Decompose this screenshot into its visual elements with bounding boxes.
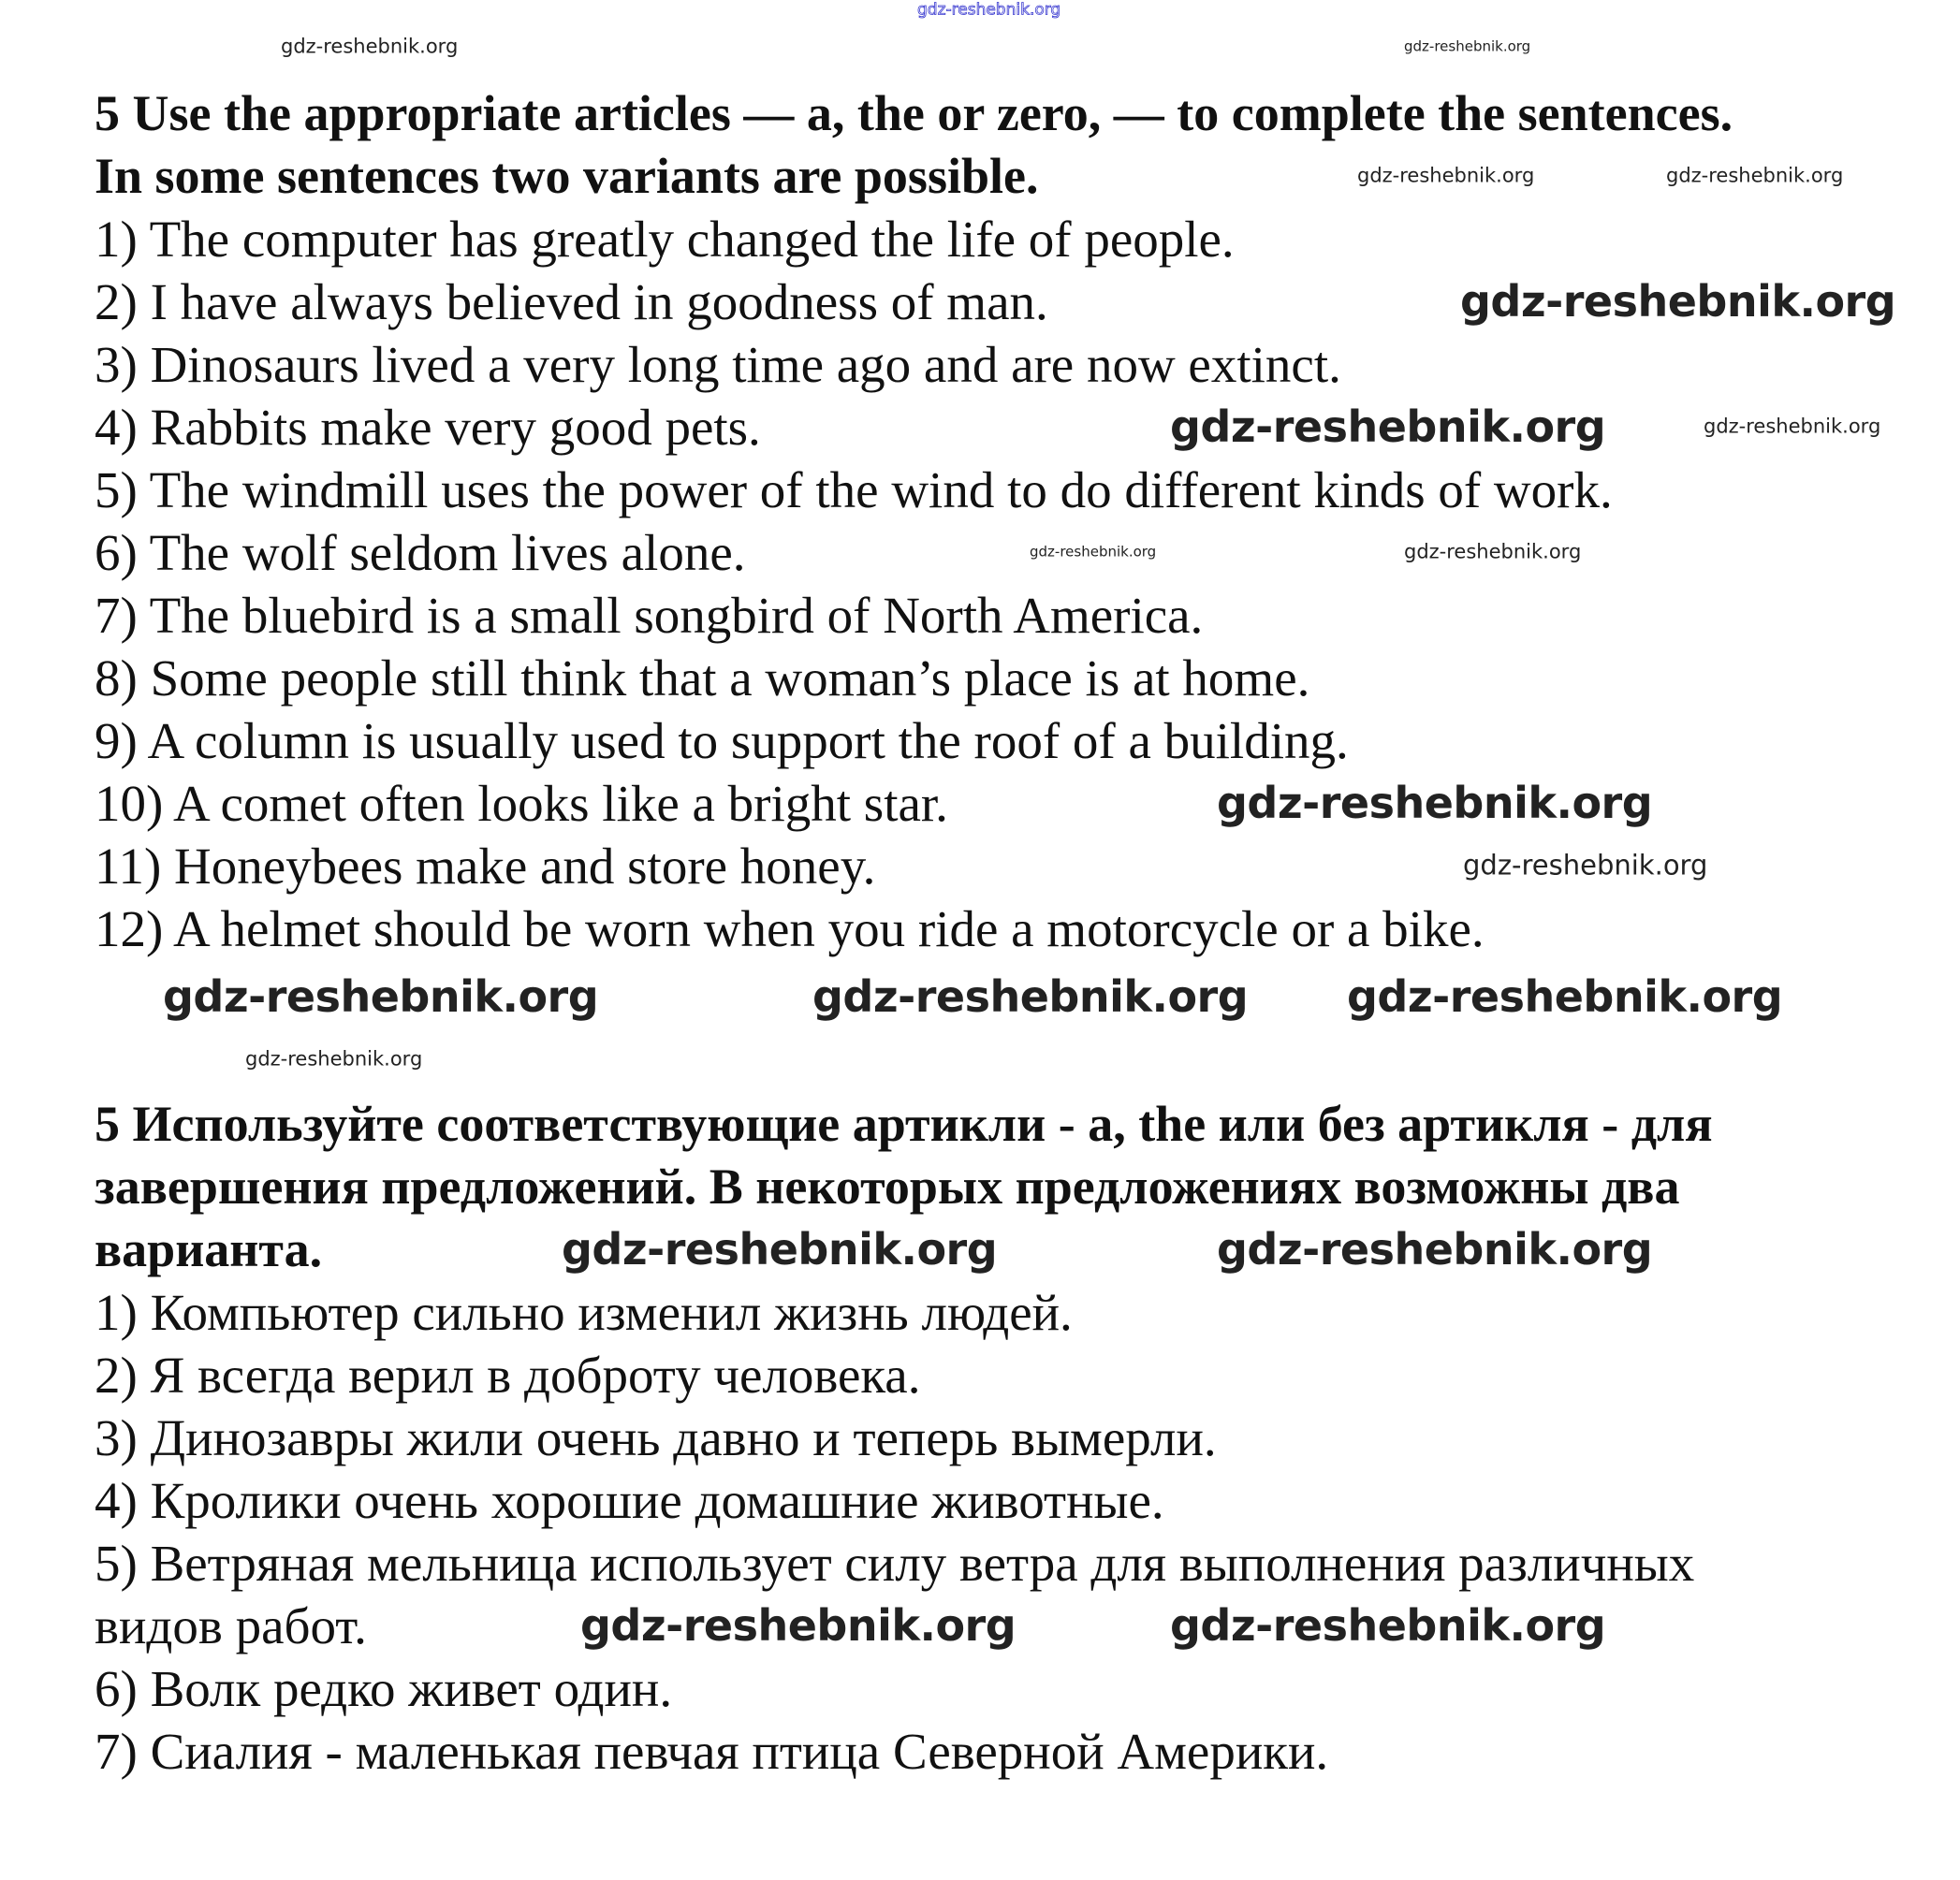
sentence: 10) A comet often looks like a bright star. <box>95 775 948 832</box>
sentence: 11) Honeybees make and store honey. <box>95 838 876 895</box>
sentence: 5) Ветряная мельница использует силу ветра для выполнения различных <box>95 1535 1695 1592</box>
sentence: 9) A column is usually used to support the roof of a building. <box>95 712 1349 769</box>
sentence: 8) Some people still think that a woman’s place is at home. <box>95 649 1310 707</box>
sentence: 4) Rabbits make very good pets. <box>95 399 761 456</box>
watermark: gdz-reshebnik.org <box>1666 164 1844 187</box>
watermark: gdz-reshebnik.org <box>1460 276 1896 327</box>
english-exercise <box>95 82 1929 960</box>
sentence: видов работ. <box>95 1597 367 1654</box>
sentence: 1) Компьютер сильно изменил жизнь людей. <box>95 1284 1073 1341</box>
watermark: gdz-reshebnik.org <box>1030 543 1157 561</box>
watermark: gdz-reshebnik.org <box>1463 849 1708 882</box>
sentence: 6) Волк редко живет один. <box>95 1660 673 1717</box>
sentence: 6) The wolf seldom lives alone. <box>95 524 746 581</box>
watermark: gdz-reshebnik.org <box>580 1600 1017 1651</box>
sentence: 7) Сиалия - маленькая певчая птица Северной Америки. <box>95 1723 1329 1780</box>
sentence: 3) Dinosaurs lived a very long time ago and are now extinct. <box>95 336 1341 393</box>
sentence: 2) I have always believed in goodness of man. <box>95 273 1048 330</box>
sentence: 7) The bluebird is a small songbird of North America. <box>95 587 1204 644</box>
watermark: gdz-reshebnik.org <box>1170 1600 1606 1651</box>
watermark: gdz-reshebnik.org <box>281 35 459 58</box>
watermark: gdz-reshebnik.org <box>245 1047 423 1071</box>
exercise-heading: 5 Use the appropriate articles — a, the or zero, — to complete the sentences. <box>95 85 1733 141</box>
watermark: gdz-reshebnik.org <box>1357 164 1535 187</box>
watermark: gdz-reshebnik.org <box>562 1224 998 1275</box>
sentence: 4) Кролики очень хорошие домашние животные. <box>95 1472 1164 1529</box>
watermark: gdz-reshebnik.org <box>1404 37 1531 55</box>
sentence: 1) The computer has greatly changed the life of people. <box>95 211 1235 268</box>
sentence: 5) The windmill uses the power of the wind to do different kinds of work. <box>95 461 1613 518</box>
russian-translation <box>95 1093 1929 1783</box>
watermark: gdz-reshebnik.org <box>812 971 1249 1022</box>
watermark: gdz-reshebnik.org <box>1217 778 1653 828</box>
translation-heading: 5 Используйте соответствующие артикли - a, the или без артикля - для <box>95 1096 1713 1152</box>
sentence: 3) Динозавры жили очень давно и теперь вымерли. <box>95 1409 1217 1466</box>
watermark: gdz-reshebnik.org <box>1170 401 1606 452</box>
watermark: gdz-reshebnik.org <box>1217 1224 1653 1275</box>
exercise-heading: In some sentences two variants are possible. <box>95 148 1039 204</box>
watermark: gdz-reshebnik.org <box>917 0 1061 20</box>
watermark: gdz-reshebnik.org <box>1404 540 1582 563</box>
sentence: 2) Я всегда верил в доброту человека. <box>95 1347 921 1404</box>
watermark: gdz-reshebnik.org <box>163 971 599 1022</box>
sentence: 12) A helmet should be worn when you ride a motorcycle or a bike. <box>95 900 1485 957</box>
watermark: gdz-reshebnik.org <box>1347 971 1783 1022</box>
translation-heading: завершения предложений. В некоторых предложениях возможны два <box>95 1159 1680 1215</box>
translation-heading: варианта. <box>95 1221 323 1277</box>
watermark: gdz-reshebnik.org <box>1704 415 1881 438</box>
